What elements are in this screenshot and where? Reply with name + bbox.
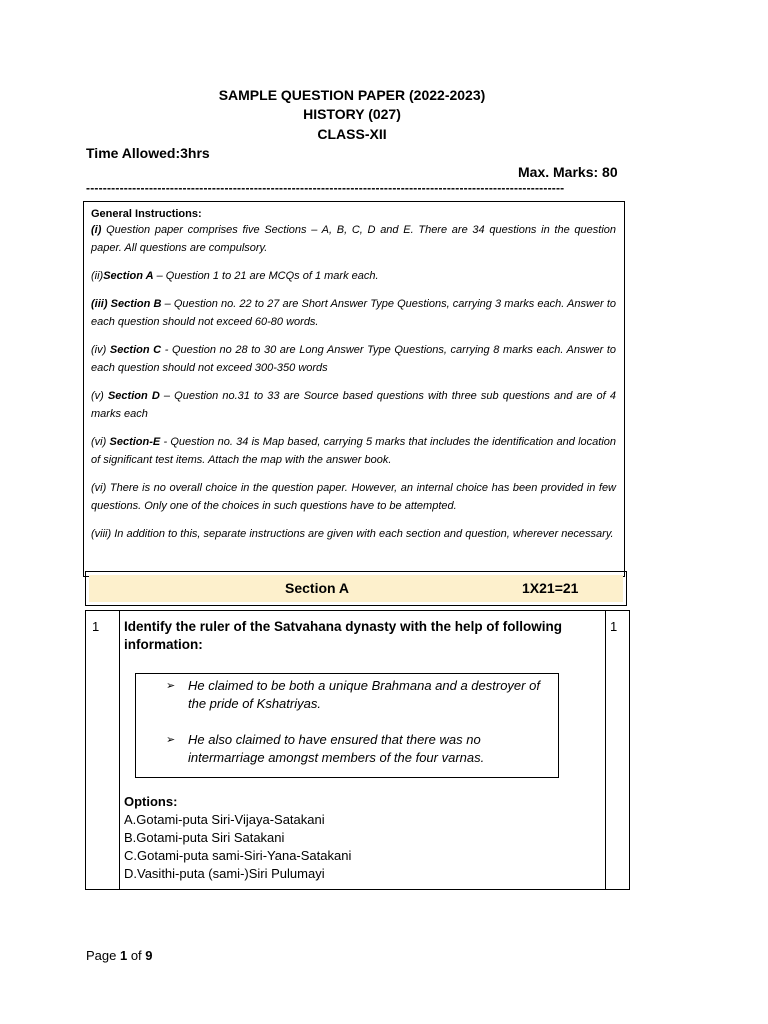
max-marks: Max. Marks: 80 <box>518 164 618 180</box>
dashed-separator: ------------------------------------------------------------------------------------------------------------------ <box>86 181 565 195</box>
instruction-item: (ii)Section A – Question 1 to 21 are MCQs of 1 mark each. <box>91 270 379 282</box>
instructions-heading: General Instructions: <box>91 208 202 220</box>
total-pages: 9 <box>145 948 153 963</box>
time-allowed: Time Allowed:3hrs <box>86 145 210 161</box>
instruction-item: (i) Question paper comprises five Sections – A, B, C, D and E. There are 34 questions in the question paper. All questions are compulsory. <box>91 224 616 254</box>
paper-subject: HISTORY (027) <box>303 106 401 122</box>
option-c: C.Gotami-puta sami-Siri-Yana-Satakani <box>124 848 352 863</box>
general-instructions-box <box>83 201 625 577</box>
question-1-table <box>85 610 630 890</box>
clue-text: He claimed to be both a unique Brahmana and a destroyer of the pride of Kshatriyas. <box>188 678 540 711</box>
option-d: D.Vasithi-puta (sami-)Siri Pulumayi <box>124 866 325 881</box>
option-b: B.Gotami-puta Siri Satakani <box>124 830 285 845</box>
paper-class: CLASS-XII <box>317 126 387 142</box>
section-a-marks: 1X21=21 <box>522 580 579 596</box>
clue-bullet <box>166 677 546 713</box>
question-text: Identify the ruler of the Satvahana dynasty with the help of following information: <box>124 619 563 652</box>
column-divider <box>119 611 120 889</box>
arrow-bullet-icon: ➢ <box>166 680 176 692</box>
current-page: 1 <box>119 948 128 963</box>
arrow-bullet-icon: ➢ <box>166 734 176 746</box>
instruction-item: (viii) In addition to this, separate instructions are given with each section and question, wherever necessary. <box>91 528 614 540</box>
options-heading: Options: <box>124 794 178 809</box>
clue-text: He also claimed to have ensured that there was no intermarriage amongst members of the four varnas. <box>188 732 485 765</box>
paper-title: SAMPLE QUESTION PAPER (2022-2023) <box>218 87 486 103</box>
instruction-item: (iv) Section C - Question no 28 to 30 are Long Answer Type Questions, carrying 8 marks each. Answer to each question should not exceed 300-350 words <box>91 344 616 374</box>
clue-box <box>135 673 559 778</box>
question-marks: 1 <box>610 619 618 634</box>
option-a: A.Gotami-puta Siri-Vijaya-Satakani <box>124 812 325 827</box>
instruction-item: (vi) There is no overall choice in the question paper. However, an internal choice has been provided in few questions. Only one of the choices in such questions have to be attempted. <box>91 482 617 512</box>
clue-bullet <box>166 731 546 767</box>
column-divider <box>605 611 606 889</box>
instruction-item: (v) Section D – Question no.31 to 33 are Source based questions with three sub questions and are of 4 marks each <box>91 390 616 420</box>
instruction-item: (vi) Section-E - Question no. 34 is Map based, carrying 5 marks that includes the identification and location of significant test items. Attach the map with the answer book. <box>91 436 616 466</box>
question-number: 1 <box>92 619 100 634</box>
answer-options <box>124 793 351 883</box>
instruction-item: (iii) Section B – Question no. 22 to 27 are Short Answer Type Questions, carrying 3 marks each. Answer to each question should not exceed 60-80 words. <box>91 298 616 328</box>
page-footer: Page 1 of 9 <box>86 948 153 963</box>
section-a-title: Section A <box>285 580 350 596</box>
section-a-band <box>89 575 623 602</box>
section-a-header <box>85 571 627 606</box>
